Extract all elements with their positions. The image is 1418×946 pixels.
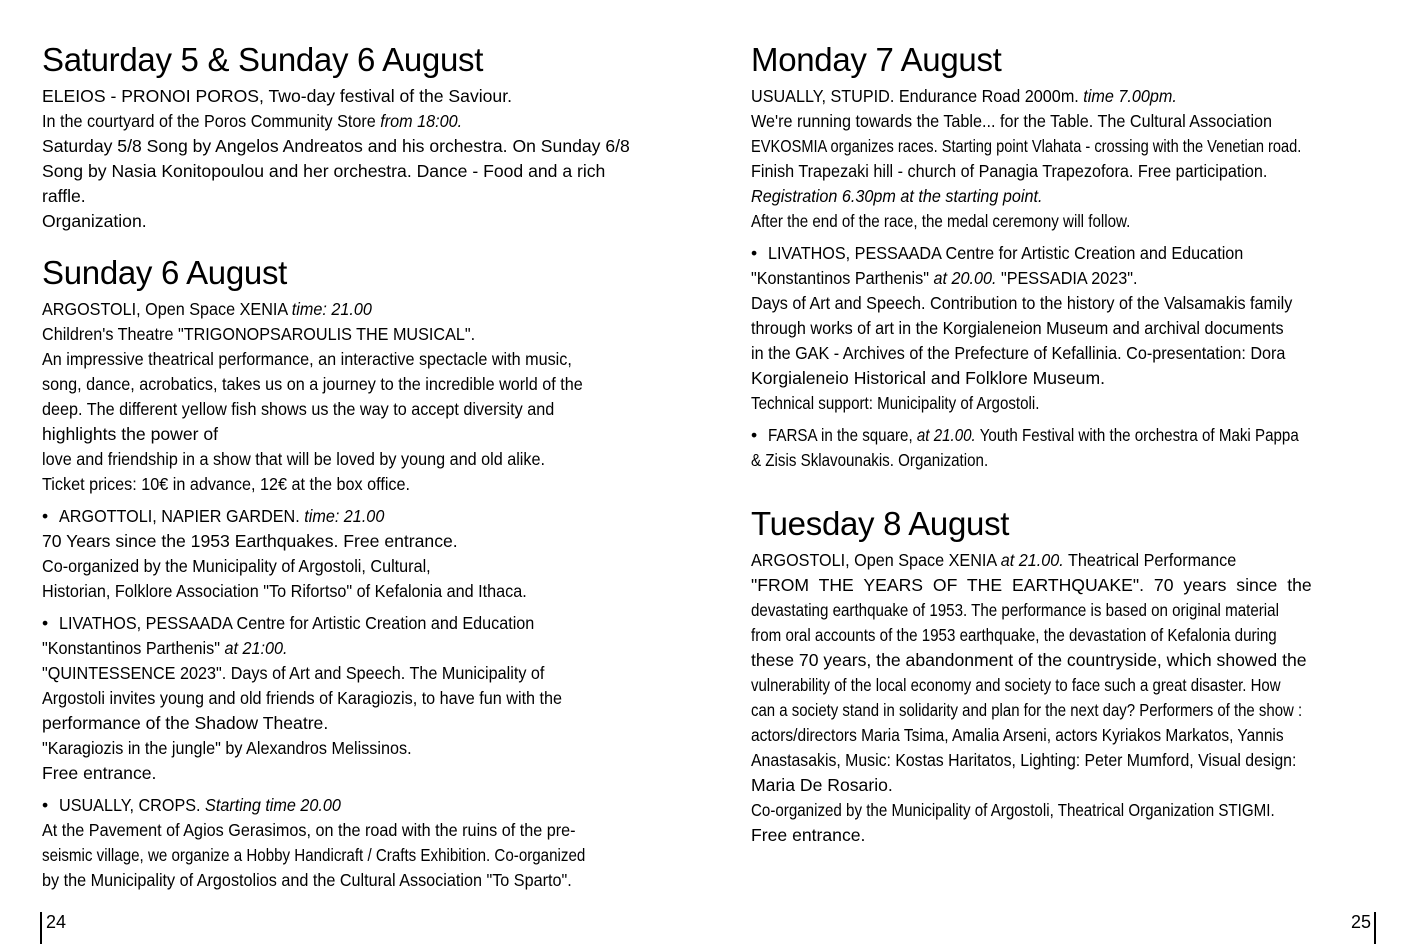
event-line: Organization. — [42, 211, 147, 231]
section-heading-tue8: Tuesday 8 August — [751, 505, 1010, 542]
event-line: • FARSA in the square, at 21.00. Youth Festival with the orchestra of Maki Pappa — [751, 423, 1394, 448]
event-farsa — [751, 423, 1394, 473]
event-endurance-road — [751, 84, 1394, 234]
event-line: these 70 years, the abandonment of the countryside, which showed the — [751, 650, 1307, 670]
bullet-icon: • — [751, 425, 758, 445]
event-line: Song by Nasia Konitopoulou and her orchestra. Dance - Food and a rich — [42, 161, 606, 181]
event-usually-crops — [42, 793, 682, 893]
event-line: performance of the Shadow Theatre. — [42, 713, 329, 733]
section-heading-mon7: Monday 7 August — [751, 41, 1002, 78]
event-line: 70 Years since the 1953 Earthquakes. Free entrance. — [42, 531, 458, 551]
event-line: love and friendship in a show that will be loved by young and old alike. — [42, 449, 545, 469]
event-line: "QUINTESSENCE 2023". Days of Art and Speech. The Municipality of — [42, 663, 545, 683]
event-line: Saturday 5/8 Song by Angelos Andreatos and his orchestra. On Sunday 6/8 — [42, 136, 630, 156]
event-eleios-poros — [42, 84, 682, 234]
event-line: After the end of the race, the medal ceremony will follow. — [751, 211, 1131, 231]
event-line: Ticket prices: 10€ in advance, 12€ at the box office. — [42, 474, 411, 494]
event-line: raffle. — [42, 186, 86, 206]
event-livathos-quintessence — [42, 611, 682, 786]
event-line: Argostoli invites young and old friends of Karagiozis, to have fun with the — [42, 688, 563, 708]
event-line: Korgialeneio Historical and Folklore Museum. — [751, 368, 1105, 388]
event-line: devastating earthquake of 1953. The performance is based on original material — [751, 600, 1279, 620]
event-line: • LIVATHOS, PESSAADA Centre for Artistic Creation and Education — [751, 241, 1394, 266]
event-line: EVKOSMIA organizes races. Starting point Vlahata - crossing with the Venetian road. — [751, 136, 1302, 156]
event-line: • LIVATHOS, PESSAADA Centre for Artistic Creation and Education — [42, 611, 682, 636]
event-line: ARGOSTOLI, Open Space XENIA at 21.00. Theatrical Performance — [751, 550, 1237, 570]
event-line: song, dance, acrobatics, takes us on a journey to the incredible world of the — [42, 374, 583, 394]
event-line: Days of Art and Speech. Contribution to the history of the Valsamakis family — [751, 293, 1293, 313]
event-line: Free entrance. — [751, 825, 866, 845]
event-line: by the Municipality of Argostolios and the Cultural Association "To Sparto". — [42, 870, 572, 890]
page-number-left: 24 — [46, 912, 67, 932]
event-line: "Karagiozis in the jungle" by Alexandros Melissinos. — [42, 738, 412, 758]
event-line: At the Pavement of Agios Gerasimos, on the road with the ruins of the pre- — [42, 820, 576, 840]
event-line: Co-organized by the Municipality of Argostoli, Cultural, — [42, 556, 431, 576]
event-line: can a society stand in solidarity and plan for the next day? Performers of the show : — [751, 700, 1303, 720]
event-line: Co-organized by the Municipality of Argostoli, Theatrical Organization STIGMI. — [751, 800, 1275, 820]
bullet-icon: • — [42, 506, 49, 526]
event-line: & Zisis Sklavounakis. Organization. — [751, 450, 989, 470]
event-line: from oral accounts of the 1953 earthquake, the devastation of Kefalonia during — [751, 625, 1277, 645]
left-page-rule — [40, 912, 42, 944]
event-line: "Konstantinos Parthenis" at 21:00. — [42, 638, 288, 658]
page-number-right: 25 — [1350, 912, 1371, 932]
event-line: highlights the power of — [42, 424, 219, 444]
event-livathos-pessadia — [751, 241, 1394, 416]
event-line: Finish Trapezaki hill - church of Panagia Trapezofora. Free participation. — [751, 161, 1268, 181]
event-line: through works of art in the Korgialeneion Museum and archival documents — [751, 318, 1284, 338]
event-line: Technical support: Municipality of Argostoli. — [751, 393, 1040, 413]
event-line: Free entrance. — [42, 763, 157, 783]
bullet-icon: • — [42, 795, 49, 815]
event-line: seismic village, we organize a Hobby Handicraft / Crafts Exhibition. Co-organized — [42, 845, 586, 865]
event-from-the-years-of-the-earthquake — [751, 548, 1394, 848]
section-heading-sat5-sun6: Saturday 5 & Sunday 6 August — [42, 41, 484, 78]
event-line: "Konstantinos Parthenis" at 20.00. "PESSADIA 2023". — [751, 268, 1138, 288]
event-line: Maria De Rosario. — [751, 775, 893, 795]
event-line: ARGOSTOLI, Open Space XENIA time: 21.00 — [42, 299, 372, 319]
event-line: Registration 6.30pm at the starting point. — [751, 186, 1043, 206]
event-line: deep. The different yellow fish shows us the way to accept diversity and — [42, 399, 555, 419]
event-argostoli-xenia-childrens-theatre — [42, 297, 682, 497]
bullet-icon: • — [751, 243, 758, 263]
right-page-content — [751, 40, 1394, 855]
left-page-content — [42, 40, 682, 900]
bullet-icon: • — [42, 613, 49, 633]
event-line: An impressive theatrical performance, an interactive spectacle with music, — [42, 349, 572, 369]
event-line: USUALLY, STUPID. Endurance Road 2000m. time 7.00pm. — [751, 86, 1177, 106]
event-line: • ARGOTTOLI, NAPIER GARDEN. time: 21.00 — [42, 504, 682, 529]
event-line: "FROM THE YEARS OF THE EARTHQUAKE". 70 years since the — [751, 575, 1312, 595]
event-napier-garden — [42, 504, 682, 604]
right-page-rule — [1374, 912, 1376, 944]
event-line: ELEIOS - PRONOI POROS, Two-day festival of the Saviour. — [42, 86, 512, 106]
event-line: • USUALLY, CROPS. Starting time 20.00 — [42, 793, 682, 818]
event-line: actors/directors Maria Tsima, Amalia Arseni, actors Kyriakos Markatos, Yannis — [751, 725, 1284, 745]
event-line: vulnerability of the local economy and society to face such a great disaster. How — [751, 675, 1281, 695]
event-line: In the courtyard of the Poros Community Store from 18:00. — [42, 111, 463, 131]
event-line: We're running towards the Table... for the Table. The Cultural Association — [751, 111, 1273, 131]
section-heading-sun6: Sunday 6 August — [42, 254, 288, 291]
event-line: Children's Theatre "TRIGONOPSAROULIS THE MUSICAL". — [42, 324, 476, 344]
event-line: Anastasakis, Music: Kostas Haritatos, Lighting: Peter Mumford, Visual design: — [751, 750, 1297, 770]
event-line: Historian, Folklore Association "To Rifortso" of Kefalonia and Ithaca. — [42, 581, 527, 601]
event-line: in the GAK - Archives of the Prefecture of Kefallinia. Co-presentation: Dora — [751, 343, 1286, 363]
